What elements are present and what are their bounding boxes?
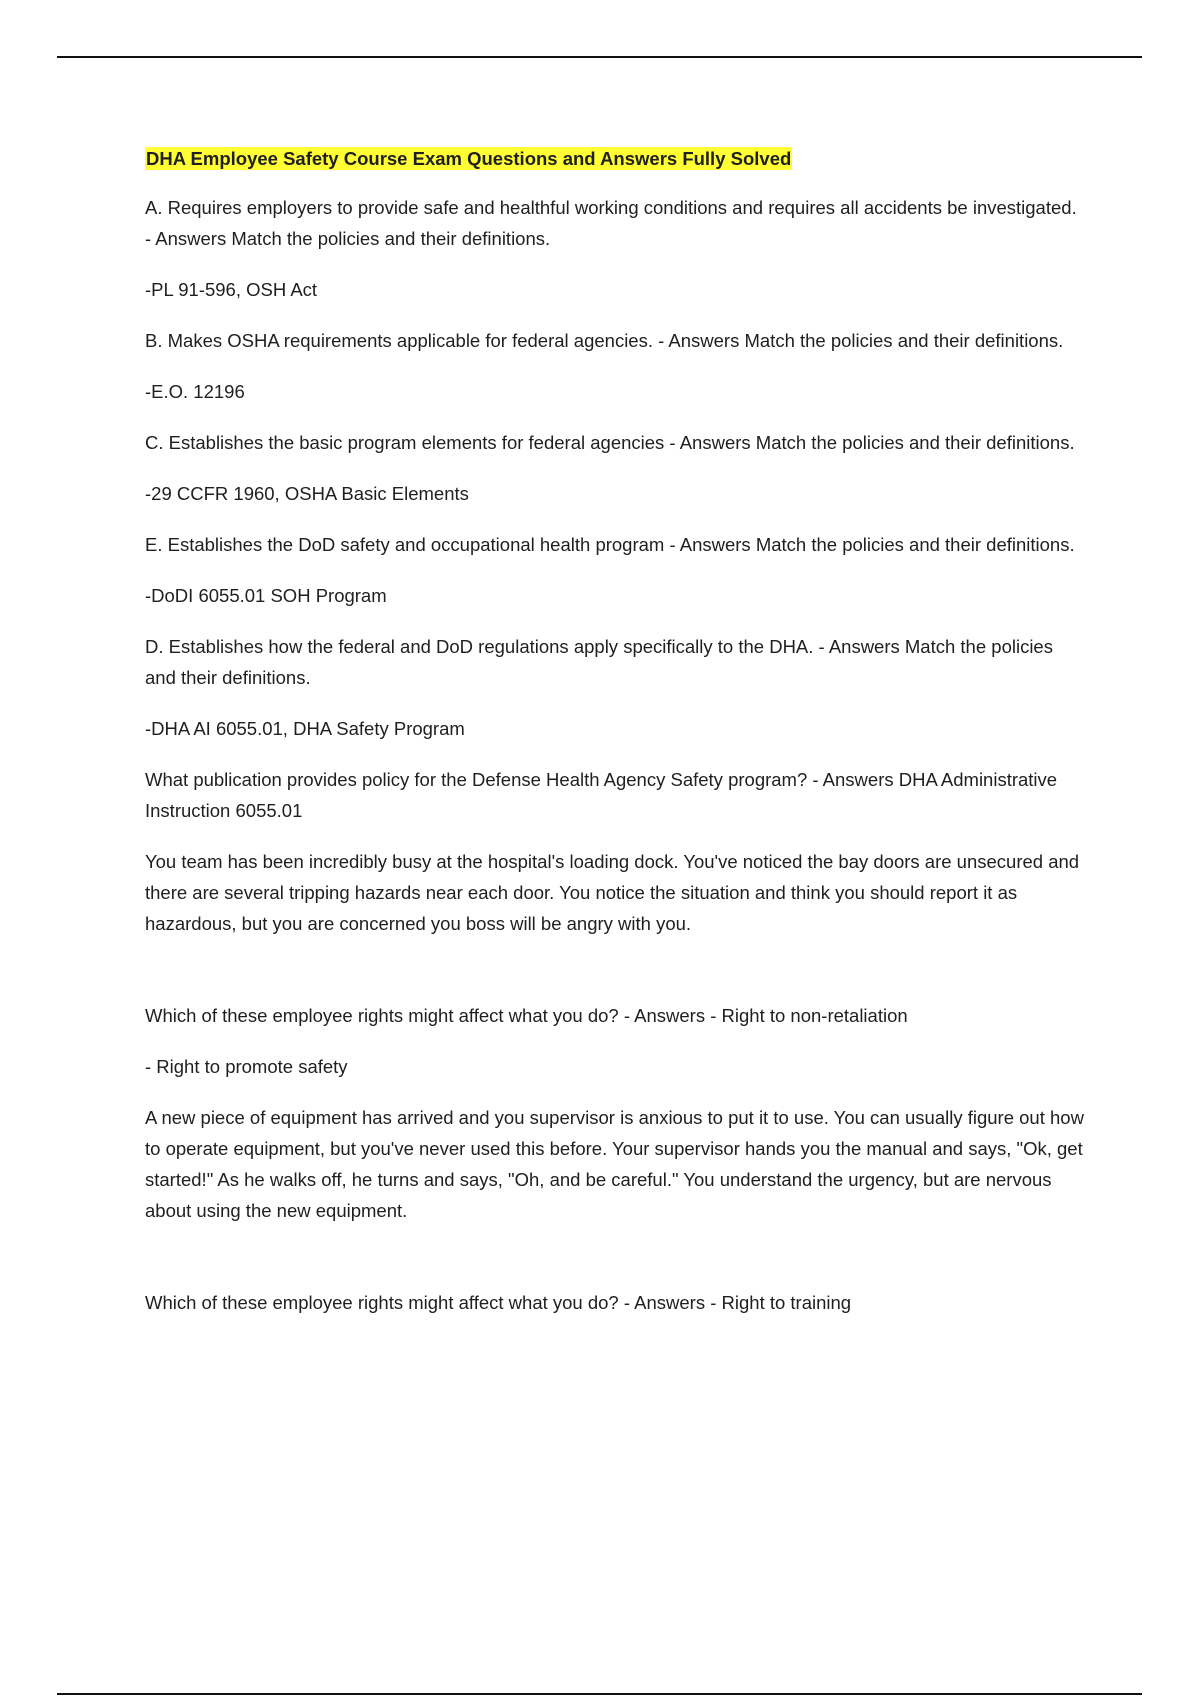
answer-right-to-promote-safety: - Right to promote safety bbox=[145, 1056, 348, 1077]
document-title bbox=[145, 144, 1085, 174]
document-body bbox=[145, 144, 1085, 1338]
answer-c-policy: -29 CCFR 1960, OSHA Basic Elements bbox=[145, 483, 469, 504]
question-a-definition: A. Requires employers to provide safe and healthful working conditions and requires all accidents be investigated. - Answers Match the policies and their definitions. bbox=[145, 197, 1077, 249]
scenario-loading-dock: You team has been incredibly busy at the hospital's loading dock. You've noticed the bay doors are unsecured and there are several tripping hazards near each door. You notice the situation and think you should report it as hazardous, but you are concerned you boss will be angry with you. bbox=[145, 851, 1080, 934]
paragraph-spacer bbox=[145, 959, 1085, 1000]
question-employee-rights-2: Which of these employee rights might affect what you do? - Answers - Right to training bbox=[145, 1292, 852, 1313]
footer-rule bbox=[57, 1693, 1142, 1695]
paragraph-spacer bbox=[145, 1246, 1085, 1287]
question-e-definition: E. Establishes the DoD safety and occupational health program - Answers Match the policies and their definitions. bbox=[145, 534, 1075, 555]
question-c-definition: C. Establishes the basic program elements for federal agencies - Answers Match the policies and their definitions. bbox=[145, 432, 1075, 453]
answer-d-policy: -DHA AI 6055.01, DHA Safety Program bbox=[145, 718, 465, 739]
scenario-new-equipment: A new piece of equipment has arrived and you supervisor is anxious to put it to use. You can usually figure out how to operate equipment, but you've never used this before. Your supervisor hands you the manual and says, "Ok, get started!" As he walks off, he turns and says, "Oh, and be careful." You understand the urgency, but are nervous about using the new equipment. bbox=[145, 1107, 1084, 1221]
highlighted-title-text: DHA Employee Safety Course Exam Questions and Answers Fully Solved bbox=[146, 148, 792, 169]
answer-e-policy: -DoDI 6055.01 SOH Program bbox=[145, 585, 387, 606]
question-employee-rights-1: Which of these employee rights might affect what you do? - Answers - Right to non-retaliation bbox=[145, 1005, 908, 1026]
question-d-definition: D. Establishes how the federal and DoD regulations apply specifically to the DHA. - Answers Match the policies and their definitions. bbox=[145, 636, 1053, 688]
answer-a-policy: -PL 91-596, OSH Act bbox=[145, 279, 318, 300]
question-b-definition: B. Makes OSHA requirements applicable for federal agencies. - Answers Match the policies and their definitions. bbox=[145, 330, 1064, 351]
question-publication: What publication provides policy for the Defense Health Agency Safety program? - Answers DHA Administrative Instruction 6055.01 bbox=[145, 769, 1058, 821]
header-rule bbox=[57, 56, 1142, 58]
answer-b-policy: -E.O. 12196 bbox=[145, 381, 245, 402]
